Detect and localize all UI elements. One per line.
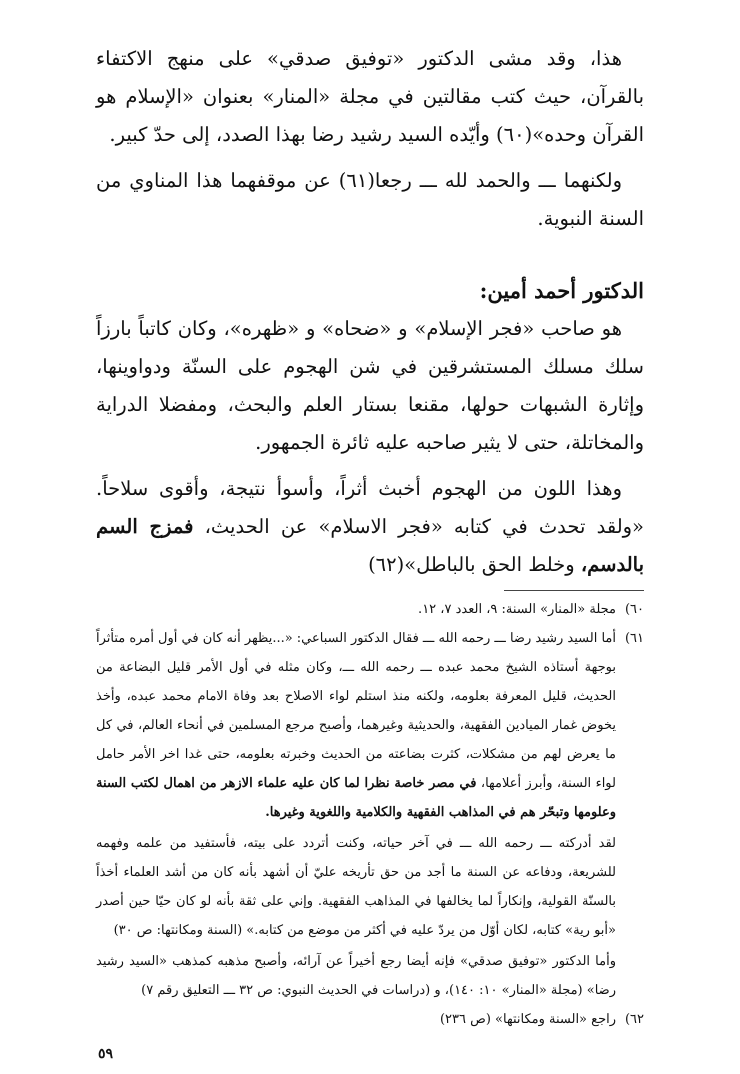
footnote-61 bbox=[96, 624, 644, 1005]
footnote-number: ٦٠) bbox=[624, 602, 644, 617]
footnote-text: مجلة «المنار» السنة: ٩، العدد ٧، ١٢. bbox=[418, 602, 616, 617]
paragraph-1: هذا، وقد مشى الدكتور «توفيق صدقي» على منهج الاكتفاء بالقرآن، حيث كتب مقالتين في مجلة «المنار» بعنوان «الإسلام هو القرآن وحده»(٦٠) وأيّده السيد رشيد رضا بهذا الصدد، إلى حدّ كبير. bbox=[96, 47, 644, 146]
footnote-text: راجع «السنة ومكانتها» (ص ٢٣٦) bbox=[439, 1012, 616, 1027]
paragraph-4-text: وهذا اللون من الهجوم أخبث أثراً، وأسوأ نتيجة، وأقوى سلاحاً. «ولقد تحدث في كتابه «فجر الاسلام» عن الحديث، bbox=[96, 477, 644, 538]
footnote-bold-text: في مصر خاصة نظرا لما كان عليه علماء الازهر من اهمال لكتب السنة وعلومها وتبحّر هم في المذاهب الفقهية والكلامية واللغوية وغيرها. bbox=[96, 776, 616, 820]
section-heading: الدكتور أحمد أمين: bbox=[479, 278, 644, 303]
footnotes bbox=[96, 595, 644, 1034]
footnote-divider bbox=[504, 590, 644, 591]
paragraph-4-bold: فمزج السم بالدسم، bbox=[96, 515, 644, 576]
footnote-paragraph: لقد أدركته ـــ رحمه الله ـــ في آخر حياته، وكنت أتردد على بيته، فأستفيد من علمه وفهمه للشريعة، ودفاعه عن السنة ما أجد من حق تأريخه عليّ أن أشهد بأنه كان من أشد العلماء أخذاً بالسنّة القولية، وإنكاراً لما يخالفها في المذاهب الفقهية. وإني على ثقة بأنه لو كان حيّا حين أصدر «أبو رية» كتابه، لكان أوّل من يردّ عليه في أكثر من موضع من كتابه.» (السنة ومكانتها: ص ٣٠) bbox=[96, 836, 616, 938]
paragraph-3: هو صاحب «فجر الإسلام» و «ضحاه» و «ظهره»، وكان كاتباً بارزاً سلك مسلك المستشرقين في شن الهجوم على السنّة ودواوينها، وإثارة الشبهات حولها، مقنعا بستار العلم والبحث، ومفضلا الدراية والمخاتلة، حتى لا يثير صاحبه عليه ثائرة الجمهور. bbox=[96, 317, 644, 454]
paragraph-4 bbox=[96, 470, 644, 584]
footnote-paragraph bbox=[96, 624, 616, 827]
footnote-paragraph: وأما الدكتور «توفيق صدقي» فإنه أيضا رجع أخيراً عن آرائه، وأصبح مذهبه كمذهب «السيد رشيد رضا» (مجلة «المنار» ١٠: ١٤٠)، و (دراسات في الحديث النبوي: ص ٣٢ ـــ التعليق رقم ٧) bbox=[96, 954, 616, 998]
footnote-paragraph-text: أما السيد رشيد رضا ـــ رحمه الله ـــ فقال الدكتور السباعي: «...يظهر أنه كان في أول أمره متأثراً بوجهة أستاذه الشيخ محمد عبده ـــ رحمه الله ـــ، وكان مثله في أول الأمر قليل البضاعة من الحديث، قليل المعرفة بعلومه، ولكنه منذ استلم لواء الاصلاح بعد وفاة الامام محمد عبده، وأخذ يخوض غمار الميادين الفقهية، والحديثية وغيرهما، وأصبح مرجع المسلمين في أنحاء العالم، في كل ما يعرض لهم من مشكلات، كثرت بضاعته من الحديث وخبرته بعلومه، حتى غدا اخر الأمر حامل لواء السنة، وأبرز أعلامها، bbox=[95, 631, 616, 791]
paragraph-4-end: وخلط الحق بالباطل»(٦٢) bbox=[368, 553, 575, 576]
footnote-number: ٦١) bbox=[624, 631, 644, 646]
footnote-60 bbox=[96, 595, 644, 624]
paragraph-2: ولكنهما ـــ والحمد لله ـــ رجعا(٦١) عن موقفهما هذا المناوي من السنة النبوية. bbox=[96, 169, 644, 230]
page-number: ٥٩ bbox=[98, 1046, 114, 1062]
footnote-number: ٦٢) bbox=[624, 1012, 644, 1027]
main-text bbox=[96, 40, 644, 584]
footnote-62 bbox=[96, 1005, 644, 1034]
